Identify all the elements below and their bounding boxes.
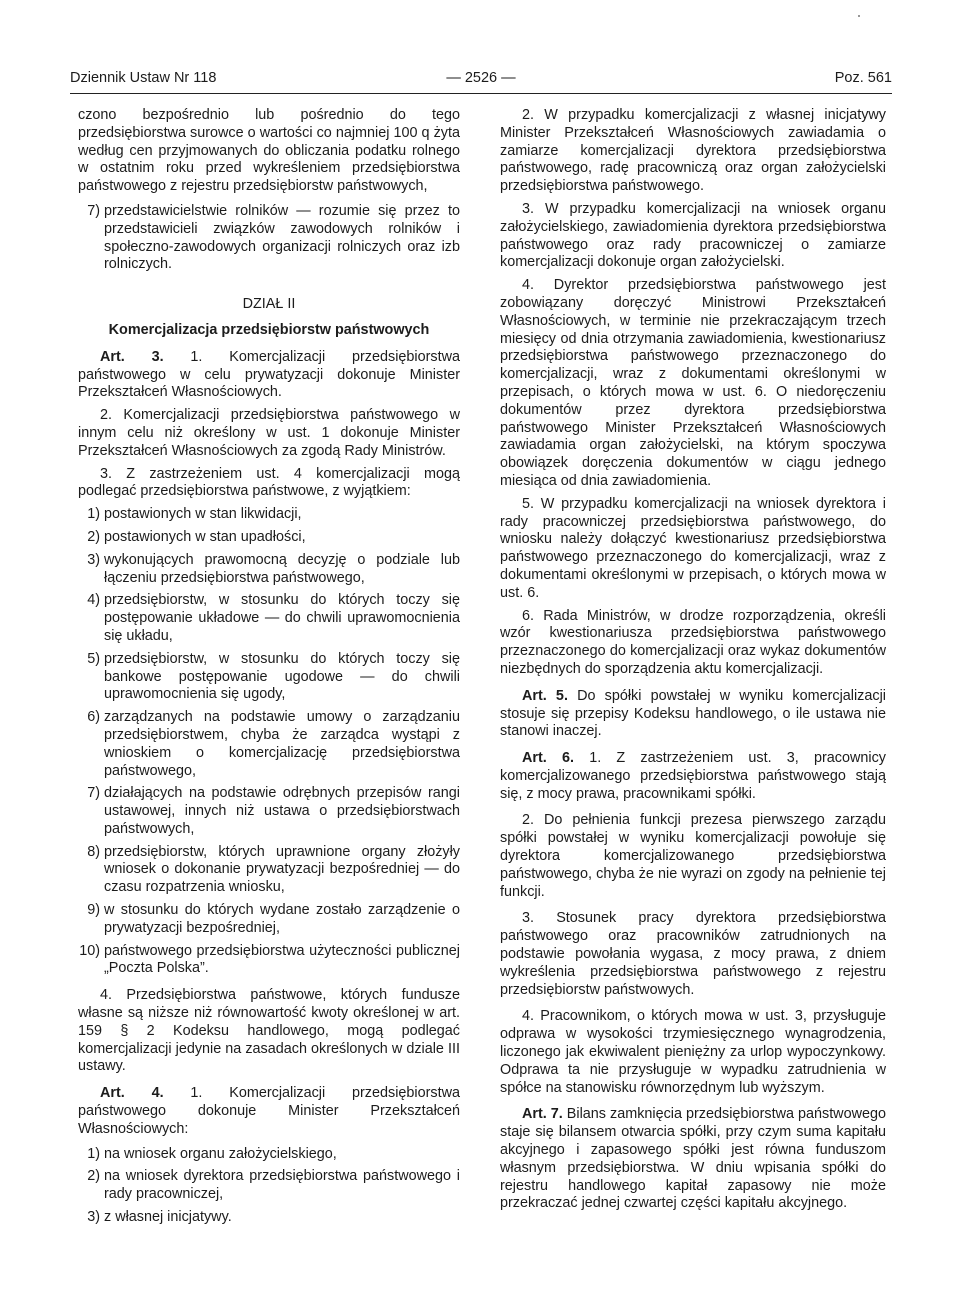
- section-subtitle: Komercjalizacja przedsiębiorstw państwowych: [108, 321, 430, 338]
- definition-item-7: [78, 203, 460, 274]
- left-column: [78, 107, 460, 1227]
- item-text: działających na podstawie odrębnych przepisów rangi ustawowej, innych niż ustawa o przedsiębiorstwach państwowych,: [104, 785, 460, 837]
- list-item: [78, 902, 460, 938]
- item-text: zarządzanych na podstawie umowy o zarządzaniu przedsiębiorstwem, chyba że zarządca wystąpi z wnioskiem o komercjalizację przedsiębiorstwa państwowego,: [104, 709, 460, 779]
- item-number: 7): [87, 202, 100, 219]
- item-number: 1): [87, 1145, 100, 1162]
- list-item: [78, 1209, 460, 1227]
- item-number: 2): [87, 1168, 100, 1185]
- paragraph-text: Bilans zamknięcia przedsiębiorstwa państwowego staje się bilansem otwarcia spółki, przy czym suma kapitału akcyjnego i zapasowego spółki jest równa funduszom własnym przedsiębiorstwa. W dniu wpisania spółki do rejestru handlowego kapitał zapasowy nie może przekraczać jednej czwartej części kapitału akcyjnego.: [500, 1106, 886, 1212]
- item-number: 4): [87, 592, 100, 609]
- art4-paragraph-2: 2. W przypadku komercjalizacji z własnej inicjatywy Minister Przekształceń Własnościowych zawiadamia o zamiarze komercjalizacji dyrektora przedsiębiorstwa państwowego, radę pracowniczą oraz organ założycielski przedsiębiorstwa państwowego.: [500, 107, 886, 195]
- art3-paragraph-4: 4. Przedsiębiorstwa państwowe, których fundusze własne są niższe niż równowartość kwoty określonej w art. 159 § 2 Kodeksu handlowego, mogą podlegać komercjalizacji jedynie na zasadach określonych w dziale III ustawy.: [78, 987, 460, 1075]
- article-label: Art. 7.: [522, 1106, 563, 1123]
- art3-paragraph-1: [78, 349, 460, 402]
- art6-paragraph-4: 4. Pracownikom, o których mowa w ust. 3, przysługuje odprawa w wysokości trzymiesięcznego wynagrodzenia, liczonego jak ekwiwalent pieniężny za urlop wypoczynkowy. Odprawa ta nie przysługuje w wypadku zatrudnienia w spółce na stanowisku równorzędnym lub wyższym.: [500, 1008, 886, 1096]
- item-text: na wniosek dyrektora przedsiębiorstwa państwowego i rady pracowniczej,: [104, 1168, 460, 1203]
- paragraph-text: Do spółki powstałej w wyniku komercjalizacji stosuje się przepisy Kodeksu handlowego, o ile ustawa nie stanowi inaczej.: [500, 687, 886, 740]
- item-text: przedstawicielstwie rolników — rozumie się przez to przedstawicieli związków zawodowych rolników i społeczno-zawodowych organizacji rolniczych oraz izb rolniczych.: [104, 202, 460, 273]
- item-text: wykonujących prawomocną decyzję o podziale lub łączeniu przedsiębiorstwa państwowego,: [104, 551, 460, 586]
- art3-paragraph-3: 3. Z zastrzeżeniem ust. 4 komercjalizacji mogą podlegać przedsiębiorstwa państwowe, z wyjątkiem:: [78, 465, 460, 500]
- article-label: Art. 5.: [522, 687, 568, 704]
- art4-initiator-list: [78, 1146, 460, 1227]
- item-number: 5): [87, 650, 100, 667]
- art7-paragraph: [500, 1106, 886, 1213]
- paragraph-text: 1. Komercjalizacji przedsiębiorstwa państwowego w celu prywatyzacji dokonuje Minister Przekształceń Własnościowych.: [78, 348, 460, 401]
- item-text: w stosunku do których wydane zostało zarządzenie o prywatyzacji bezpośredniej,: [104, 902, 460, 936]
- item-text: przedsiębiorstw, w stosunku do których toczy się bankowe postępowanie ugodowe — do chwili uprawomocnienia się ugody,: [104, 650, 460, 703]
- section-title: DZIAŁ II: [242, 296, 296, 313]
- art4-paragraph-4: 4. Dyrektor przedsiębiorstwa państwowego jest zobowiązany doręczyć Ministrowi Przekształceń Własnościowych, w terminie nie przekraczającym trzech miesięcy od dnia otrzymania zawiadomienia, kwestionariusz przedsiębiorstwa państwowego przeznaczonego do komercjalizacji, wraz z dokumentami określonymi w przepisach, o których mowa w ust. 6. O niedoręczeniu dokumentów przez dyrektora przedsiębiorstwa państwowego Minister Przekształceń Własnościowych zawiadamia organ założycielski, na którym spoczywa obowiązek doręczenia dokumentów w ciągu jednego miesiąca od dnia zawiadomienia.: [500, 277, 886, 489]
- item-text: na wniosek organu założycielskiego,: [104, 1145, 337, 1162]
- list-item: [78, 506, 460, 524]
- list-item: [78, 785, 460, 838]
- item-number: 2): [87, 528, 100, 545]
- art4-paragraph-3: 3. W przypadku komercjalizacji na wniosek organu założycielskiego, zawiadomienia dyrektora przedsiębiorstwa państwowego oraz rady pracowniczej o zamiarze komercjalizacji dokonuje organ założycielski.: [500, 200, 886, 271]
- art5-paragraph: [500, 688, 886, 741]
- right-column: [500, 107, 886, 1213]
- item-text: państwowego przedsiębiorstwa użyteczności publicznej „Poczta Polska”.: [104, 942, 460, 977]
- item-text: postawionych w stan likwidacji,: [104, 506, 302, 523]
- list-item: [78, 709, 460, 780]
- art4-paragraph-5: 5. W przypadku komercjalizacji na wniosek dyrektora i rady pracowniczej przedsiębiorstwa państwowego, do wniosku należy dołączyć kwestionariusz przedsiębiorstwa państwowego przeznaczonego do komercjalizacji, wraz z dokumentami określonymi w przepisach, o których mowa w ust. 6.: [500, 495, 886, 601]
- article-label: Art. 6.: [522, 750, 574, 767]
- scan-speck: [858, 15, 860, 17]
- item-number: 3): [87, 1209, 100, 1226]
- item-number: 9): [87, 902, 100, 919]
- art3-paragraph-2: 2. Komercjalizacji przedsiębiorstwa państwowego w innym celu niż określony w ust. 1 dokonuje Minister Przekształceń Własnościowych za zgodą Rady Ministrów.: [78, 407, 460, 459]
- page-header: [70, 70, 892, 92]
- list-item: [78, 651, 460, 704]
- item-number: 10): [79, 942, 100, 959]
- list-item: [78, 529, 460, 547]
- position-number: Poz. 561: [834, 70, 892, 86]
- art6-paragraph-2: 2. Do pełnienia funkcji prezesa pierwszego zarządu spółki powstałej w wyniku komercjalizacji powołuje się dyrektora komercjalizowanego przedsiębiorstwa państwowego, chyba że nie wyrazi on zgody na pełnienie tej funkcji.: [500, 812, 886, 900]
- item-text: przedsiębiorstw, w stosunku do których toczy się postępowanie układowe — do chwili uprawomocnienia się układu,: [104, 592, 460, 644]
- item-number: 8): [87, 843, 100, 860]
- list-item: [78, 1168, 460, 1204]
- item-number: 6): [87, 709, 100, 726]
- art6-paragraph-3: 3. Stosunek pracy dyrektora przedsiębiorstwa państwowego oraz pracowników zatrudnionych na podstawie powołania wygasa, z mocy prawa, z dniem wykreślenia przedsiębiorstwa państwowego z rejestru przedsiębiorstw państwowych.: [500, 910, 886, 998]
- item-number: 7): [87, 785, 100, 802]
- list-item: [78, 943, 460, 979]
- item-text: postawionych w stan upadłości,: [104, 528, 306, 545]
- item-number: 1): [87, 506, 100, 523]
- intro-paragraph: czono bezpośrednio lub pośrednio do tego przedsiębiorstwa surowce o wartości co najmniej 100 q żyta według cen przyjmowanych do obliczania podatku rolnego w ostatnim roku przed wykreśleniem przedsiębiorstwa państwowego z rejestru przedsiębiorstw państwowych,: [78, 107, 460, 195]
- page-number: — 2526 —: [446, 70, 516, 86]
- item-number: 3): [87, 551, 100, 568]
- art3-exception-list: [78, 506, 460, 978]
- art4-paragraph-1: [78, 1085, 460, 1138]
- article-label: Art. 3.: [100, 348, 164, 365]
- item-text: z własnej inicjatywy.: [104, 1209, 232, 1226]
- item-text: przedsiębiorstw, których uprawnione organy złożyły wniosek o dokonanie prywatyzacji bezpośredniej — do czasu rozpatrzenia wniosku,: [104, 843, 460, 896]
- paragraph-text: 1. Z zastrzeżeniem ust. 3, pracownicy komercjalizowanego przedsiębiorstwa państwowego stają się, z mocy prawa, pracownikami spółki.: [500, 750, 886, 802]
- list-item: [78, 844, 460, 897]
- paragraph-text: 1. Komercjalizacji przedsiębiorstwa państwowego dokonuje Minister Przekształceń Własnościowych:: [78, 1085, 460, 1137]
- journal-title: Dziennik Ustaw Nr 118: [70, 70, 217, 86]
- list-item: [78, 552, 460, 588]
- list-item: [78, 1146, 460, 1164]
- header-rule: [70, 93, 892, 94]
- article-label: Art. 4.: [100, 1085, 164, 1102]
- list-item: [78, 592, 460, 645]
- art6-paragraph-1: [500, 750, 886, 803]
- art4-paragraph-6: 6. Rada Ministrów, w drodze rozporządzenia, określi wzór kwestionariusza przedsiębiorstwa państwowego przeznaczonego do komercjalizacji oraz wykaz dokumentów niezbędnych do sporządzenia aktu komercjalizacji.: [500, 607, 886, 677]
